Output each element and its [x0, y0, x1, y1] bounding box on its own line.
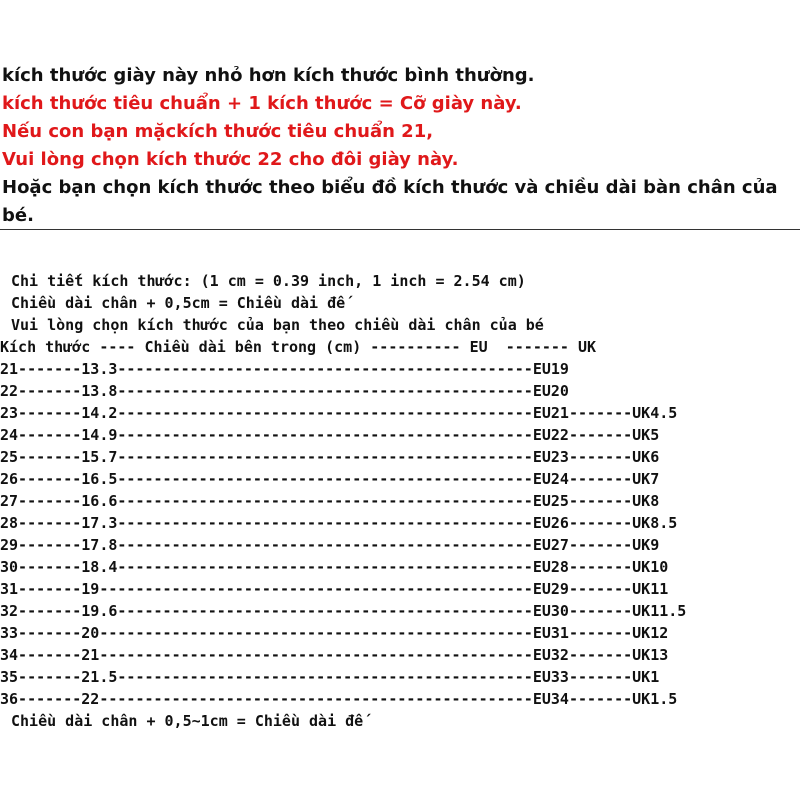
- notice-line-size-rule: kích thước tiêu chuẩn + 1 kích thước = Cỡ giày này.: [2, 93, 522, 114]
- size-chart-row: 32-------19.6----------------------------------------------EU30-------UK11.5: [0, 602, 687, 620]
- size-chart-row: 31-------19------------------------------------------------EU29-------UK11: [0, 580, 669, 598]
- size-notice: [2, 62, 800, 230]
- section-divider: [0, 229, 800, 230]
- size-chart-rule: Chiều dài chân + 0,5cm = Chiều dài đế: [11, 294, 346, 312]
- size-chart-row: 24-------14.9----------------------------------------------EU22-------UK5: [0, 426, 660, 444]
- size-chart-row: 28-------17.3----------------------------------------------EU26-------UK8.5: [0, 514, 678, 532]
- size-chart-row: 34-------21------------------------------------------------EU32-------UK13: [0, 646, 669, 664]
- size-chart-row: 27-------16.6----------------------------------------------EU25-------UK8: [0, 492, 660, 510]
- size-chart-header: Kích thước ---- Chiều dài bên trong (cm) ---------- EU ------- UK: [0, 338, 597, 356]
- size-chart-detail: Chi tiết kích thước: (1 cm = 0.39 inch, 1 inch = 2.54 cm): [11, 272, 526, 290]
- size-chart-row: 29-------17.8----------------------------------------------EU27-------UK9: [0, 536, 660, 554]
- size-chart-footer: Chiều dài chân + 0,5~1cm = Chiều dài đế: [11, 712, 364, 730]
- size-chart-row: 21-------13.3----------------------------------------------EU19: [0, 360, 569, 378]
- notice-line-recommendation: Vui lòng chọn kích thước 22 cho đôi giày này.: [2, 149, 459, 170]
- size-chart-row: 36-------22------------------------------------------------EU34-------UK1.5: [0, 690, 678, 708]
- size-chart: [0, 270, 800, 732]
- size-chart-row: 22-------13.8----------------------------------------------EU20: [0, 382, 569, 400]
- size-chart-row: 33-------20------------------------------------------------EU31-------UK12: [0, 624, 669, 642]
- size-chart-row: 23-------14.2----------------------------------------------EU21-------UK4.5: [0, 404, 678, 422]
- size-chart-row: 35-------21.5----------------------------------------------EU33-------UK1: [0, 668, 660, 686]
- notice-line-example: Nếu con bạn mặckích thước tiêu chuẩn 21,: [2, 121, 434, 142]
- size-chart-row: 30-------18.4----------------------------------------------EU28-------UK10: [0, 558, 669, 576]
- size-chart-row: 26-------16.5----------------------------------------------EU24-------UK7: [0, 470, 660, 488]
- size-chart-instruction: Vui lòng chọn kích thước của bạn theo chiều dài chân của bé: [11, 316, 544, 334]
- notice-line-chart-hint: Hoặc bạn chọn kích thước theo biểu đồ kích thước và chiều dài bàn chân của bé.: [2, 177, 778, 226]
- notice-line-smaller-size: kích thước giày này nhỏ hơn kích thước bình thường.: [2, 65, 535, 86]
- size-chart-row: 25-------15.7----------------------------------------------EU23-------UK6: [0, 448, 660, 466]
